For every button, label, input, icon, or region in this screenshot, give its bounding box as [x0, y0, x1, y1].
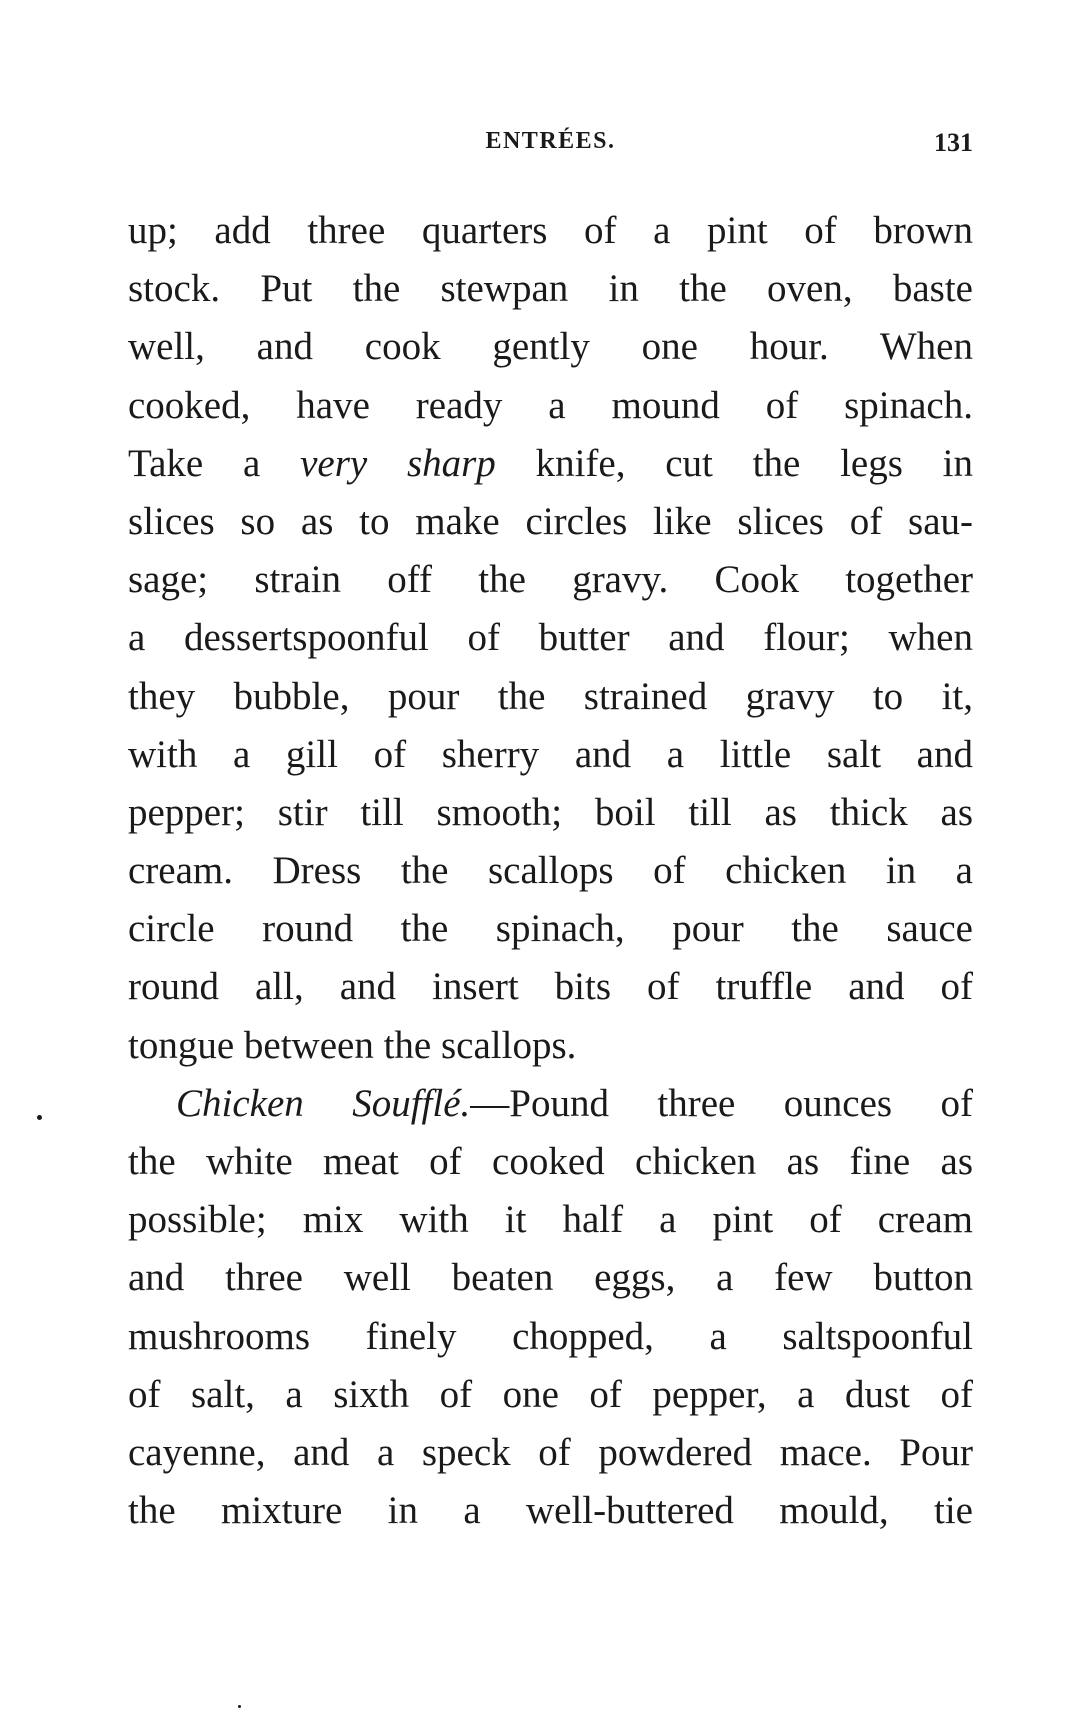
text-line: stock. Put the stewpan in the oven, baste: [128, 267, 973, 311]
text-segment: Take a: [128, 441, 301, 485]
page-number: 131: [934, 128, 973, 157]
text-line: cayenne, and a speck of powdered mace. Pour: [128, 1430, 973, 1474]
body-text: [128, 202, 973, 1540]
print-speck: [238, 1705, 241, 1708]
page-header: [128, 128, 973, 168]
text-line: cream. Dress the scallops of chicken in a: [128, 849, 973, 893]
recipe-heading-line: [128, 1075, 973, 1133]
text-line: well, and cook gently one hour. When: [128, 325, 973, 369]
print-speck: [37, 1115, 42, 1120]
text-line: round all, and insert bits of truffle and of: [128, 965, 973, 1009]
text-line: sage; strain off the gravy. Cook together: [128, 558, 973, 602]
text-segment: knife, cut the legs in: [495, 441, 973, 485]
text-line: up; add three quarters of a pint of brown: [128, 209, 973, 252]
text-line-with-emphasis: [128, 435, 973, 493]
text-line: of salt, a sixth of one of pepper, a dust of: [128, 1372, 973, 1416]
text-line: the white meat of cooked chicken as fine as: [128, 1140, 973, 1183]
text-line: circle round the spinach, pour the sauce: [128, 907, 973, 951]
running-head: ENTRÉES.: [485, 128, 616, 154]
text-line: possible; mix with it half a pint of cream: [128, 1198, 973, 1242]
text-line: with a gill of sherry and a little salt and: [128, 732, 973, 776]
text-line: the mixture in a well-buttered mould, tie: [128, 1489, 973, 1533]
text-segment: —Pound three ounces of: [470, 1081, 973, 1125]
text-line: slices so as to make circles like slices of sau-: [128, 499, 973, 543]
text-line: a dessertspoonful of butter and flour; when: [128, 616, 973, 660]
recipe-title: Chicken Soufflé.: [176, 1081, 471, 1125]
text-line: mushrooms finely chopped, a saltspoonful: [128, 1314, 973, 1358]
text-line: pepper; stir till smooth; boil till as thick as: [128, 790, 973, 834]
text-line: tongue between the scallops.: [128, 1023, 577, 1067]
text-line: they bubble, pour the strained gravy to it,: [128, 674, 973, 718]
emphasis-very-sharp: very sharp: [300, 441, 496, 485]
text-line: cooked, have ready a mound of spinach.: [128, 383, 973, 427]
text-line: and three well beaten eggs, a few button: [128, 1256, 973, 1300]
